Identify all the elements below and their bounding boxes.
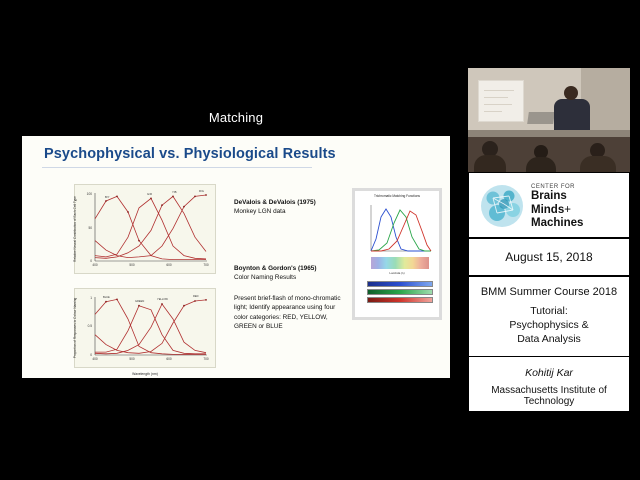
- annotation-paragraph: Present brief-flash of mono-chromatic light; Identify appearance using four color categories: RED, YELLOW, GREEN or BLUE: [234, 295, 341, 330]
- annotation-boynton-title: Boynton & Gordon's (1965): [234, 265, 317, 272]
- course-subtitle-line1: Tutorial:: [530, 305, 568, 317]
- svg-text:500: 500: [129, 357, 135, 361]
- svg-text:50: 50: [88, 226, 92, 230]
- svg-text:600: 600: [166, 357, 172, 361]
- course-title: BMM Summer Course 2018: [480, 286, 618, 298]
- logo-plus-symbol: +: [564, 203, 571, 216]
- slide-header-title: [12, 104, 460, 130]
- speaker-head: [564, 86, 578, 100]
- logo-line-minds: [531, 204, 583, 218]
- annotation-devalois-sub: Monkey LGN data: [234, 208, 286, 216]
- legend-row-red: [367, 297, 433, 303]
- legend-row-green: [367, 289, 433, 295]
- course-subtitle: [509, 304, 588, 347]
- chart-color-naming-svg: [75, 289, 215, 367]
- date-card: [468, 238, 630, 276]
- heading-divider: [42, 167, 312, 168]
- slide-panel: [12, 68, 460, 412]
- svg-text:YELLOW: YELLOW: [157, 298, 168, 301]
- slide-content: [22, 136, 450, 378]
- svg-text:0: 0: [90, 259, 92, 263]
- laptop: [527, 112, 555, 124]
- annotation-devalois: [234, 198, 344, 217]
- annotation-boynton: [234, 264, 344, 283]
- course-info-inner: [469, 277, 629, 411]
- whiteboard-line: [484, 97, 508, 98]
- chart-lgn-ylabel: Relative Neural Contribution of Each Cell Type: [73, 196, 77, 262]
- annotation-boynton-sub: Color Naming Results: [234, 274, 297, 282]
- svg-text:Y/B: Y/B: [172, 190, 177, 194]
- inset-figure-title: Trichromatic Matching Functions: [374, 194, 420, 198]
- chart-lgn-neural-contribution: [74, 184, 216, 274]
- course-divider: [469, 356, 629, 357]
- speaker-body: [554, 99, 590, 133]
- svg-text:0.5: 0.5: [87, 324, 92, 328]
- svg-text:700: 700: [203, 263, 209, 267]
- whiteboard-line: [484, 104, 512, 105]
- date-text: August 15, 2018: [505, 250, 593, 264]
- inset-figure-xlabel: Lambda (λ): [389, 271, 405, 275]
- svg-text:0: 0: [90, 353, 92, 357]
- svg-text:1: 1: [90, 296, 92, 300]
- chart-color-naming-xlabel: Wavelength (nm): [132, 372, 158, 376]
- svg-text:400: 400: [92, 263, 98, 267]
- logo-line-brains: Brains: [531, 190, 567, 202]
- logo-line-machines: Machines: [531, 217, 584, 230]
- svg-text:RED: RED: [193, 295, 199, 298]
- audience-row: [468, 137, 630, 172]
- inset-figure-spectrum-band: [371, 257, 429, 269]
- course-subtitle-line3: Data Analysis: [517, 333, 581, 346]
- chart-lgn-svg: [75, 185, 215, 273]
- svg-text:G/R: G/R: [147, 192, 152, 196]
- presenter-affiliation: Massachusetts Institute of Technology: [491, 384, 607, 407]
- legend-row-blue: [367, 281, 433, 287]
- course-info-card: [468, 276, 630, 412]
- svg-text:BLUE: BLUE: [103, 296, 110, 299]
- inset-figure-plot: [363, 201, 433, 259]
- inset-figure-inner: [355, 191, 439, 317]
- svg-text:B/Y: B/Y: [105, 195, 110, 199]
- presenter-name: Kohitij Kar: [525, 366, 573, 379]
- svg-text:400: 400: [92, 357, 98, 361]
- audience-body: [580, 156, 616, 172]
- logo-center-label: CENTER FOR: [531, 184, 575, 190]
- whiteboard: [478, 80, 524, 122]
- audience-body: [474, 155, 506, 172]
- inset-figure-matching-functions: [352, 188, 442, 320]
- svg-text:100: 100: [86, 192, 92, 196]
- chart-color-naming-ylabel: Proportion of Responses in Colour Naming: [73, 297, 77, 359]
- svg-text:R/G: R/G: [199, 189, 204, 193]
- inset-figure-legend: [367, 281, 433, 305]
- whiteboard-line: [484, 90, 514, 91]
- speaker-video-feed[interactable]: [468, 68, 630, 172]
- course-subtitle-line2: Psychophysics &: [509, 319, 589, 332]
- audience-body: [526, 157, 556, 172]
- slide-header-title-text: Matching: [208, 109, 264, 125]
- svg-text:600: 600: [166, 263, 172, 267]
- annotation-devalois-title: DeValois & DeValois (1975): [234, 199, 316, 206]
- svg-text:700: 700: [203, 357, 209, 361]
- logo-minds-text: Minds: [531, 203, 565, 216]
- logo-wordmark: [531, 190, 583, 231]
- slide-heading: Psychophysical vs. Physiological Results: [44, 146, 336, 162]
- whiteboard-line: [484, 111, 502, 112]
- cbmm-logo-card: [468, 172, 630, 238]
- svg-text:500: 500: [129, 263, 135, 267]
- chart-color-naming: [73, 288, 216, 376]
- brain-network-logo-icon: [479, 183, 525, 229]
- cbmm-logo-text: [531, 184, 583, 231]
- svg-text:GREEN: GREEN: [135, 300, 145, 303]
